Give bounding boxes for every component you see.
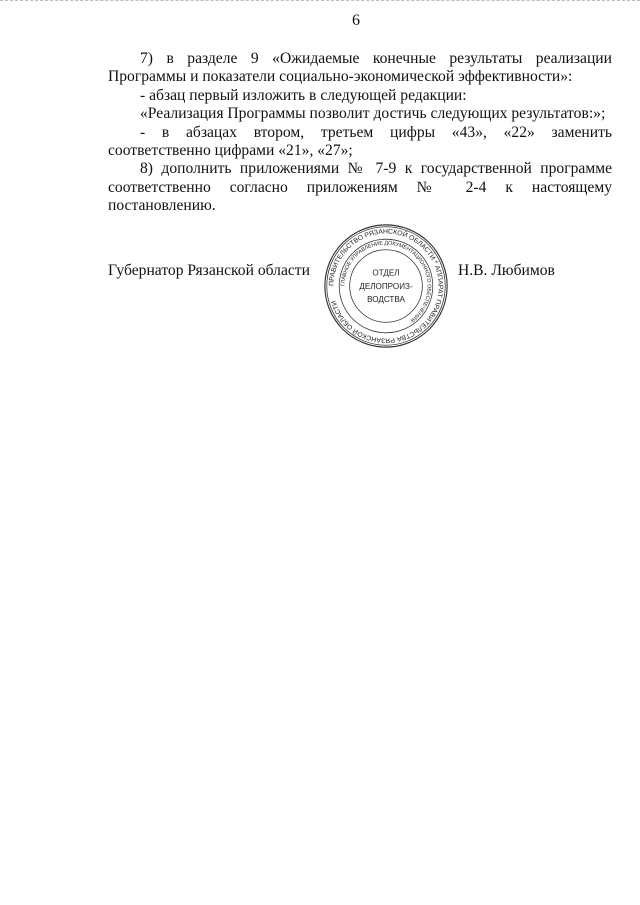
paragraph-quote: «Реализация Программы позволит достичь следующих результатов:»; xyxy=(140,105,606,123)
stamp-center-line-2: ДЕЛОПРОИЗ- xyxy=(359,281,413,291)
stamp-center-line-1: ОТДЕЛ xyxy=(372,268,400,278)
paragraph-figures: - в абзацах втором, третьем цифры «43», «22» заменить соответственно цифрами «21», «27»; xyxy=(108,123,612,160)
stamp-outer-text: ПРАВИТЕЛЬСТВО РЯЗАНСКОЙ ОБЛАСТИ * АППАРАТ ПРАВИТЕЛЬСТВА РЯЗАНСКОЙ ОБЛАСТИ xyxy=(328,228,444,344)
document-body xyxy=(108,50,612,216)
stamp-inner-ring-text: ГЛАВНОЕ УПРАВЛЕНИЕ ДОКУМЕНТАЦИОННОГО ОБЕСПЕЧЕНИЯ xyxy=(340,240,432,323)
paragraph-item-7: 7) в разделе 9 «Ожидаемые конечные результаты реализации Программы и показатели социально-экономической эффективности»: xyxy=(108,50,612,86)
stamp-center-line-3: ВОДСТВА xyxy=(367,295,405,305)
paragraph-first-abzac: - абзац первый изложить в следующей редакции: xyxy=(140,86,467,104)
signatory-position: Губернатор Рязанской области xyxy=(108,262,310,279)
paragraph-item-8: 8) дополнить приложениями № 7-9 к государственной программе соответственно согласно приложениям № 2-4 к настоящему постановлению. xyxy=(108,160,612,215)
signatory-name: Н.В. Любимов xyxy=(458,262,555,279)
scan-edge xyxy=(0,0,640,2)
page-number: 6 xyxy=(352,12,360,29)
official-stamp xyxy=(322,222,450,350)
